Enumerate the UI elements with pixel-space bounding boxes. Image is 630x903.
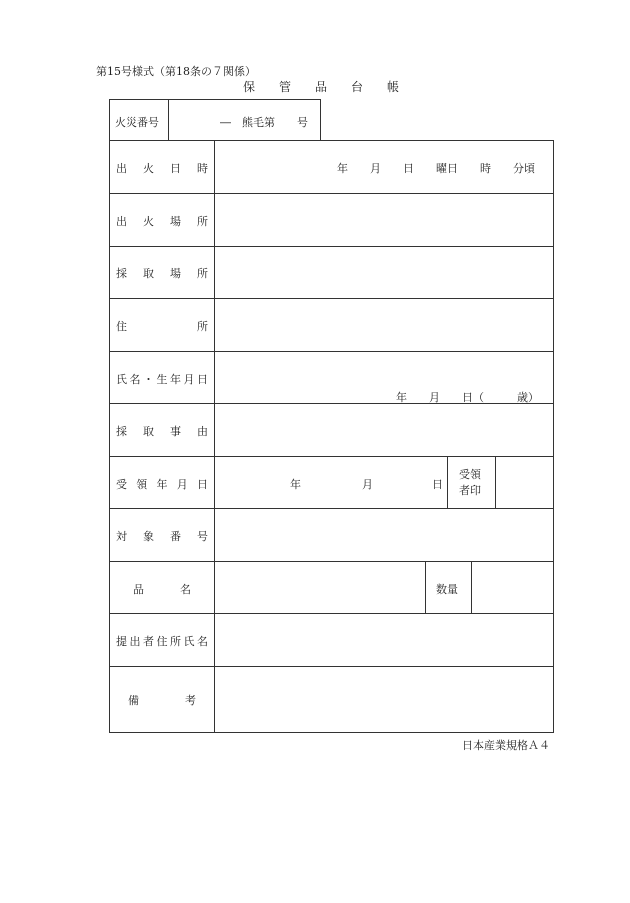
label-name-birthdate: 氏名・生年月日	[116, 373, 208, 386]
divider	[168, 99, 169, 141]
form-number: 第15号様式（第18条の７関係）	[96, 65, 256, 78]
label-address: 住所	[116, 320, 208, 333]
label-item-name: 品名	[133, 583, 191, 596]
receipt-month[interactable]: 月	[362, 478, 373, 491]
label-remarks: 備考	[128, 694, 196, 707]
label-target-number: 対象番号	[116, 530, 208, 543]
label-receipt-date: 受領年月日	[116, 478, 208, 491]
fire-datetime-field[interactable]: 年 月 日 曜日 時 分頃	[337, 162, 535, 175]
receiver-seal-label: 受領 者印	[459, 468, 481, 497]
fire-number-label: 火災番号	[115, 116, 159, 129]
label-submitter: 提出者住所氏名	[116, 635, 208, 648]
label-fire-location: 出火場所	[116, 215, 208, 228]
quantity-label: 数量	[436, 583, 458, 596]
label-column-divider	[214, 140, 215, 733]
label-collection-location: 採取場所	[116, 267, 208, 280]
paper-size-note: 日本産業規格Ａ４	[462, 739, 550, 752]
receipt-day[interactable]: 日	[432, 478, 443, 491]
birthdate-field[interactable]: 年 月 日（ 歳）	[396, 391, 539, 404]
label-collection-reason: 採取事由	[116, 425, 208, 438]
receipt-year[interactable]: 年	[290, 478, 301, 491]
form-title: 保 管 品 台 帳	[243, 80, 400, 94]
label-fire-datetime: 出火日時	[116, 162, 208, 175]
fire-number-field[interactable]: ― 熊毛第 号	[220, 116, 308, 129]
